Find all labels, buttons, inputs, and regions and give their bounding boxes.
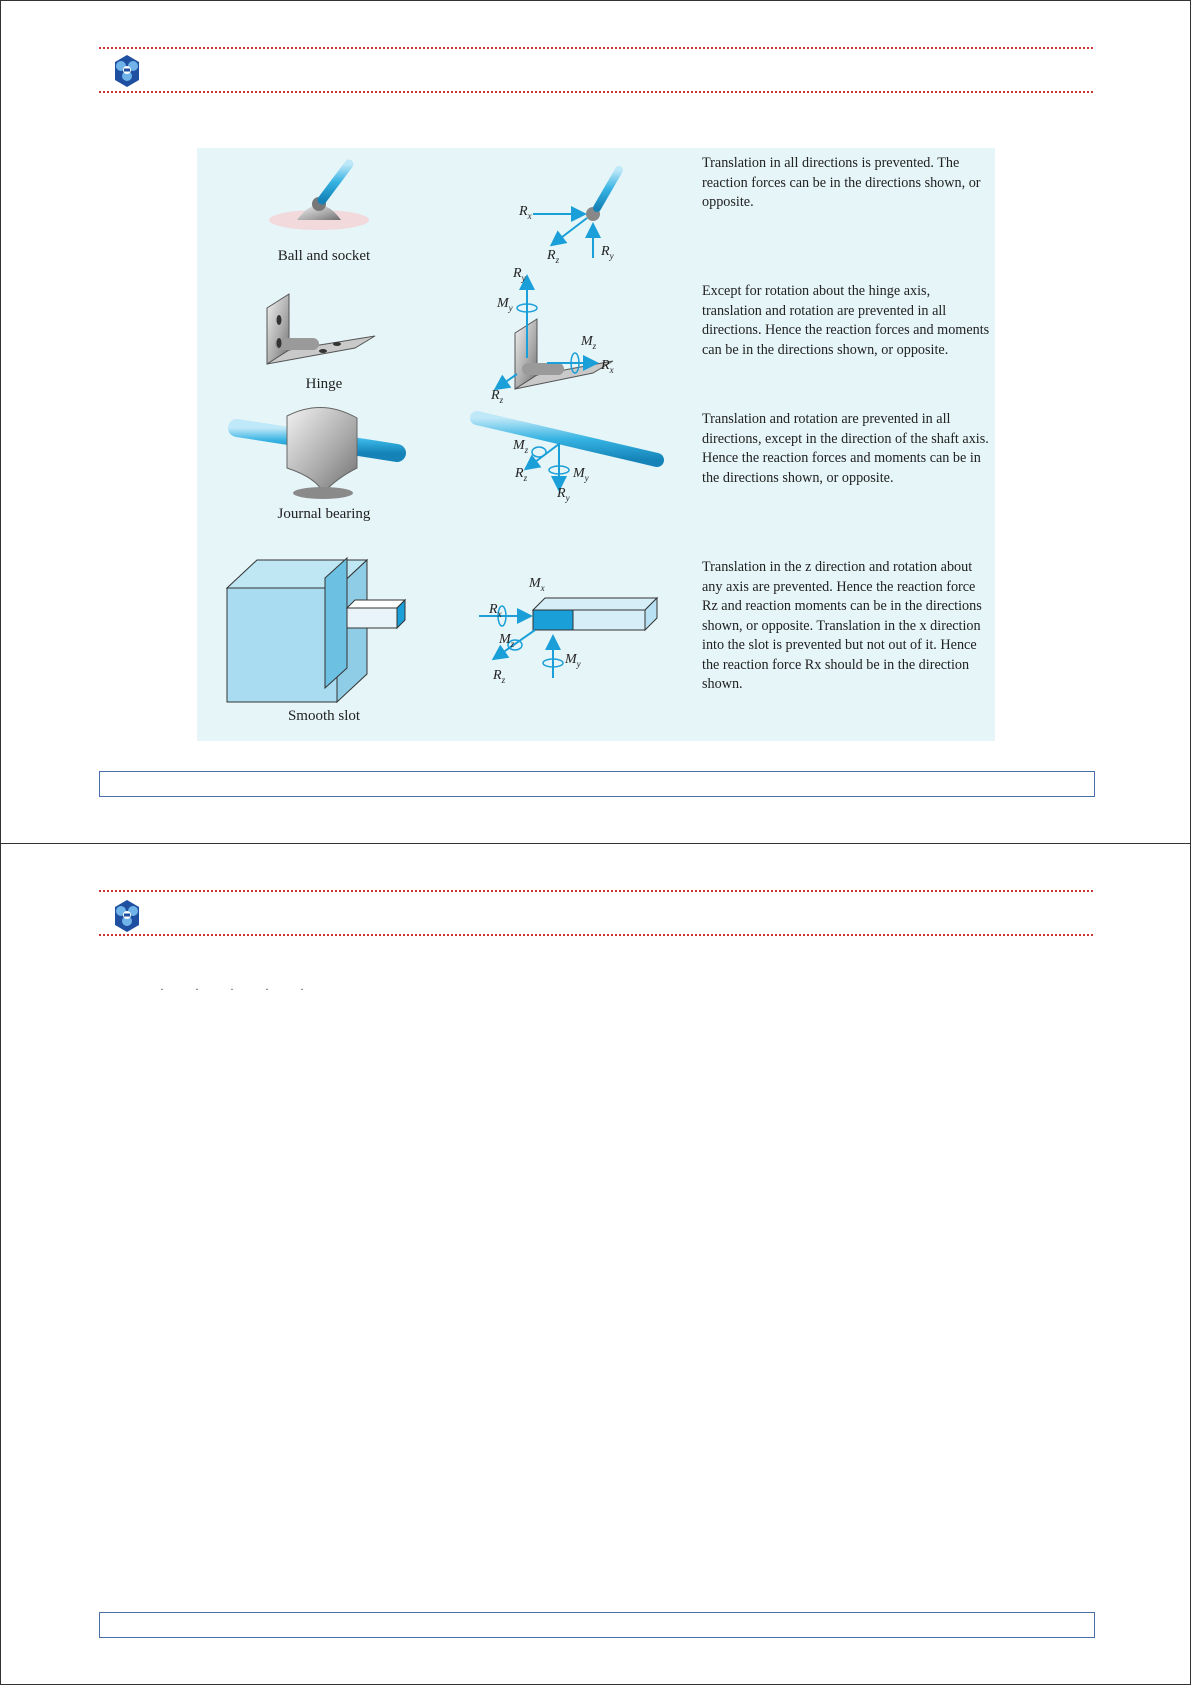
- symbol-my: $M_y$: [573, 466, 589, 483]
- symbol-ry: $R_y$: [557, 486, 570, 503]
- support-label-smooth-slot: Smooth slot: [287, 708, 361, 724]
- journal-bearing-drawing: [237, 407, 397, 499]
- institution-logo-icon: [109, 53, 145, 89]
- symbol-rx: $R_x$: [601, 358, 614, 375]
- journal-bearing-reaction-drawing: [477, 418, 657, 488]
- support-description-journal-bearing: Translation and rotation are prevented in all directions, except in the direction of the shaft axis. Hence the reaction forces and moments can be in the directions shown, or opposite.: [702, 411, 989, 486]
- decorative-dots: · · · · ·: [160, 982, 318, 996]
- symbol-rx: $R_x$: [519, 204, 532, 221]
- symbol-mx: $M_x$: [529, 576, 545, 593]
- symbol-mz: $M_z$: [581, 334, 597, 351]
- header-rule-top: [99, 47, 1093, 49]
- support-description-ball-socket: Translation in all directions is prevented. The reaction forces can be in the directions shown, or opposite.: [702, 155, 981, 210]
- support-reactions-figure: [197, 148, 995, 741]
- slide-footer-box: [99, 771, 1095, 797]
- symbol-rz: $R_z$: [491, 388, 504, 405]
- support-label-hinge: Hinge: [305, 376, 343, 392]
- symbol-my: $M_y$: [497, 296, 513, 313]
- smooth-slot-drawing: [227, 558, 405, 702]
- symbol-rx: $R_x$: [489, 602, 502, 619]
- support-label-ball-socket: Ball and socket: [277, 248, 371, 264]
- institution-logo-icon: [109, 898, 145, 934]
- symbol-ry: $R_y$: [601, 244, 614, 261]
- slide-footer-box: [99, 1612, 1095, 1638]
- support-label-journal-bearing: Journal bearing: [277, 506, 371, 522]
- symbol-rz: $R_z$: [515, 466, 528, 483]
- header-rule-bottom: [99, 91, 1093, 93]
- ball-socket-drawing: [269, 164, 369, 230]
- support-description-smooth-slot: Translation in the z direction and rotation about any axis are prevented. Hence the reaction force Rz and reaction moments can be in the directions shown, or opposite. Translation in the x direction into the slot is prevented but not out of it. Hence the reaction force Rx should be in the direction shown.: [702, 559, 982, 692]
- header-rule-top: [99, 890, 1093, 892]
- symbol-my: $M_y$: [565, 652, 581, 669]
- header-rule-bottom: [99, 934, 1093, 936]
- symbol-rz: $R_z$: [547, 248, 560, 265]
- slide-2: [0, 843, 1191, 1685]
- symbol-rz: $R_z$: [493, 668, 506, 685]
- hinge-drawing: [267, 294, 375, 364]
- symbol-mz: $M_z$: [499, 632, 515, 649]
- support-description-hinge: Except for rotation about the hinge axis, translation and rotation are prevented in all directions. Hence the reaction forces and moments can be in the directions shown, or opposite.: [702, 283, 990, 358]
- symbol-mz: $M_z$: [513, 438, 529, 455]
- symbol-ry: $R_y$: [513, 266, 526, 283]
